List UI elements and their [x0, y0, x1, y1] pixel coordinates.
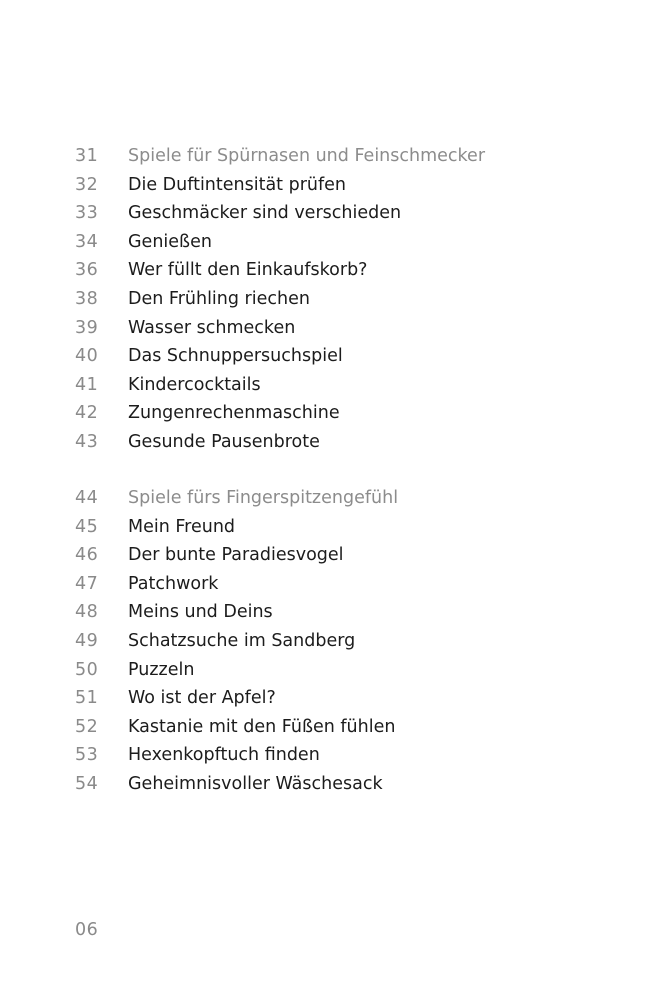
page-number: 32 — [75, 174, 99, 195]
entry-title: Gesunde Pausenbrote — [128, 431, 320, 452]
toc-entry — [0, 342, 665, 371]
page-number: 49 — [75, 630, 99, 651]
page-number: 54 — [75, 773, 99, 794]
toc-section-heading — [0, 142, 665, 171]
toc-entry — [0, 570, 665, 599]
page-number: 31 — [75, 146, 99, 166]
entry-title: Kastanie mit den Füßen fühlen — [128, 716, 396, 737]
entry-title: Mein Freund — [128, 516, 236, 537]
toc-entry — [0, 256, 665, 285]
page-number: 41 — [75, 374, 99, 395]
toc-entry — [0, 371, 665, 400]
toc-section-heading — [0, 484, 665, 513]
entry-title: Wasser schmecken — [128, 317, 296, 338]
page-number: 36 — [75, 260, 99, 281]
page-number: 46 — [75, 545, 99, 566]
toc-entry — [0, 741, 665, 770]
entry-title: Der bunte Paradiesvogel — [128, 545, 344, 566]
entry-title: Das Schnuppersuchspiel — [128, 346, 343, 367]
toc-section-senses — [0, 142, 665, 457]
toc-entry — [0, 541, 665, 570]
page-number: 52 — [75, 716, 99, 737]
entry-title: Zungenrechenmaschine — [128, 403, 340, 424]
page-number: 50 — [75, 659, 99, 680]
page-number: 42 — [75, 403, 99, 424]
entry-title: Puzzeln — [128, 659, 195, 680]
toc-entry — [0, 399, 665, 428]
toc-entry — [0, 314, 665, 343]
section-title: Spiele fürs Fingerspitzengefühl — [128, 488, 399, 508]
entry-title: Patchwork — [128, 573, 219, 594]
toc-entry — [0, 285, 665, 314]
toc-entry — [0, 171, 665, 200]
toc-entry — [0, 684, 665, 713]
toc-section-touch — [0, 484, 665, 799]
toc-entry — [0, 770, 665, 799]
entry-title: Geheimnisvoller Wäschesack — [128, 773, 383, 794]
page-number: 33 — [75, 203, 99, 224]
toc-entry — [0, 656, 665, 685]
toc-entry — [0, 199, 665, 228]
entry-title: Meins und Deins — [128, 602, 273, 623]
page-number: 43 — [75, 431, 99, 452]
entry-title: Die Duftintensität prüfen — [128, 174, 347, 195]
toc-entry — [0, 627, 665, 656]
section-title: Spiele für Spürnasen und Feinschmecker — [128, 146, 486, 166]
page-number: 40 — [75, 346, 99, 367]
toc-entry — [0, 228, 665, 257]
entry-title: Den Frühling riechen — [128, 288, 310, 309]
entry-title: Wer füllt den Einkaufskorb? — [128, 260, 368, 281]
page-number: 39 — [75, 317, 99, 338]
toc-entry — [0, 428, 665, 457]
page-number: 48 — [75, 602, 99, 623]
toc-entry — [0, 513, 665, 542]
page-number: 34 — [75, 231, 99, 252]
page-number: 44 — [75, 488, 99, 508]
page-number: 38 — [75, 288, 99, 309]
entry-title: Hexenkopftuch finden — [128, 745, 320, 766]
page-number: 47 — [75, 573, 99, 594]
toc-entry — [0, 598, 665, 627]
entry-title: Genießen — [128, 231, 212, 252]
page-number: 53 — [75, 745, 99, 766]
entry-title: Wo ist der Apfel? — [128, 688, 276, 709]
page-number: 51 — [75, 688, 99, 709]
toc-entry — [0, 713, 665, 742]
page-number: 45 — [75, 516, 99, 537]
entry-title: Schatzsuche im Sandberg — [128, 630, 356, 651]
page-folio: 06 — [75, 920, 99, 940]
entry-title: Kindercocktails — [128, 374, 261, 395]
entry-title: Geschmäcker sind verschieden — [128, 203, 402, 224]
